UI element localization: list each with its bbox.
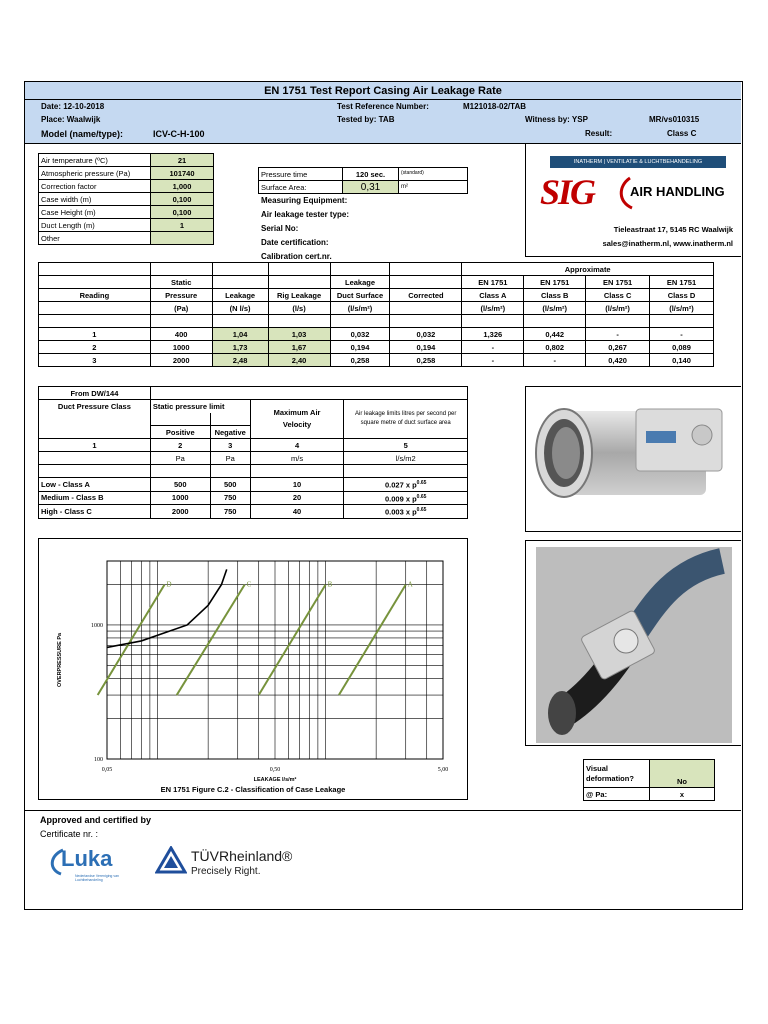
test-ref-label: Test Reference Number: bbox=[337, 102, 429, 111]
results-cell: - bbox=[462, 354, 524, 367]
results-cell: 0,258 bbox=[330, 354, 390, 367]
results-cell: 0,140 bbox=[650, 354, 714, 367]
series-label: D bbox=[166, 580, 172, 589]
equipment-item: Calibration cert.nr. bbox=[261, 252, 332, 261]
results-header-cell: (l/s/m²) bbox=[462, 302, 524, 315]
condition-value: 101740 bbox=[151, 167, 214, 180]
class-exponent: 0.65 bbox=[416, 507, 427, 513]
condition-value: 21 bbox=[151, 154, 214, 167]
chart-title: EN 1751 Figure C.2 - Classification of Case Leakage bbox=[160, 785, 346, 794]
visual-deformation-table bbox=[583, 759, 715, 801]
series-label: A bbox=[407, 580, 413, 589]
dw144-label: From DW/144 bbox=[39, 387, 151, 400]
report-title: EN 1751 Test Report Casing Air Leakage Rate bbox=[264, 85, 502, 97]
results-header-cell: (l/s) bbox=[268, 302, 330, 315]
class-negative: 500 bbox=[210, 478, 250, 492]
results-header-cell: (l/s/m²) bbox=[330, 302, 390, 315]
table-row bbox=[39, 491, 468, 505]
results-header-cell: Pressure bbox=[150, 289, 212, 302]
condition-label: Duct Length (m) bbox=[39, 219, 151, 232]
condition-value: 1 bbox=[151, 219, 214, 232]
table-row bbox=[39, 341, 714, 354]
class-formula: 0.003 x p bbox=[384, 507, 417, 517]
y-axis-label: OVERPRESSURE Pa bbox=[57, 632, 63, 688]
tuv-logo bbox=[155, 846, 315, 886]
series-label: B bbox=[327, 580, 333, 589]
results-cell: 0,089 bbox=[650, 341, 714, 354]
duct-class-header: Duct Pressure Class bbox=[39, 400, 151, 413]
installed-unit-photo bbox=[526, 541, 740, 745]
results-cell: - bbox=[524, 354, 586, 367]
results-cell: - bbox=[650, 328, 714, 341]
results-cell: 2,48 bbox=[212, 354, 268, 367]
results-header-cell: EN 1751 bbox=[650, 276, 714, 289]
table-row bbox=[39, 328, 714, 341]
tuv-triangle-icon bbox=[155, 846, 187, 876]
x-tick-label: 0,50 bbox=[269, 767, 281, 773]
pressure-table bbox=[258, 167, 468, 194]
results-header-cell: (l/s/m²) bbox=[650, 302, 714, 315]
report-frame bbox=[24, 81, 743, 910]
condition-label: Case width (m) bbox=[39, 193, 151, 206]
surface-area-label: Surface Area: bbox=[259, 181, 343, 194]
results-cell: 1,326 bbox=[462, 328, 524, 341]
luka-subtitle: Nederlandse Vereniging van Luchtbehandeling bbox=[75, 874, 119, 882]
approximate-header: Approximate bbox=[462, 263, 714, 276]
col-unit: Pa bbox=[210, 452, 250, 465]
static-limit-header: Static pressure limit bbox=[150, 400, 250, 413]
pressure-time-note: (standard) bbox=[399, 168, 468, 181]
surface-area-value: 0,31 bbox=[343, 181, 399, 194]
class-formula: 0.027 x p bbox=[384, 480, 417, 490]
col-num: 4 bbox=[250, 439, 344, 452]
damper-unit-image bbox=[526, 387, 740, 531]
condition-label: Atmospheric pressure (Pa) bbox=[39, 167, 151, 180]
results-header-cell: (Pa) bbox=[150, 302, 212, 315]
visual-label: Visual deformation? bbox=[584, 760, 650, 788]
equipment-item: Date certification: bbox=[261, 238, 329, 247]
luka-swirl-icon bbox=[47, 848, 67, 876]
col-num: 5 bbox=[344, 439, 468, 452]
series-label: C bbox=[246, 580, 252, 589]
class-exponent: 0.65 bbox=[416, 493, 427, 500]
pa-label: @ Pa: bbox=[584, 788, 650, 801]
col-unit: l/s/m2 bbox=[344, 452, 468, 465]
class-velocity: 10 bbox=[250, 478, 344, 492]
col-num: 3 bbox=[210, 439, 250, 452]
max-air-header: Maximum Air bbox=[273, 408, 321, 417]
visual-value: No bbox=[650, 760, 715, 788]
results-cell: 1 bbox=[39, 328, 151, 341]
sig-logo: SIG bbox=[540, 172, 595, 212]
results-cell: 0,442 bbox=[524, 328, 586, 341]
condition-label: Other bbox=[39, 232, 151, 245]
results-cell: 1,67 bbox=[268, 341, 330, 354]
equipment-item: Air leakage tester type: bbox=[261, 210, 350, 219]
results-cell: 2 bbox=[39, 341, 151, 354]
class-negative: 750 bbox=[210, 491, 250, 505]
table-row bbox=[39, 478, 468, 492]
results-table bbox=[38, 262, 714, 367]
approval-title: Approved and certified by bbox=[40, 815, 152, 825]
leakage-chart-box bbox=[38, 538, 468, 800]
y-tick-label: 1000 bbox=[91, 622, 103, 629]
velocity-header: Velocity bbox=[282, 420, 312, 429]
results-cell: 0,420 bbox=[586, 354, 650, 367]
results-header-cell: Leakage bbox=[212, 289, 268, 302]
class-positive: 2000 bbox=[150, 505, 210, 519]
air-handling-text: AIR HANDLING bbox=[630, 184, 725, 199]
condition-label: Air temperature (ºC) bbox=[39, 154, 151, 167]
results-header-cell bbox=[39, 302, 151, 315]
results-cell: 0,802 bbox=[524, 341, 586, 354]
negative-header: Negative bbox=[210, 426, 250, 439]
report-header bbox=[25, 82, 741, 144]
conditions-table bbox=[38, 153, 214, 245]
results-header-cell: Class B bbox=[524, 289, 586, 302]
surface-area-unit: m² bbox=[399, 181, 468, 194]
model-value: ICV-C-H-100 bbox=[153, 129, 205, 139]
leakage-chart bbox=[39, 539, 467, 799]
witness-by: Witness by: YSP bbox=[525, 115, 588, 124]
results-header-cell: Class A bbox=[462, 289, 524, 302]
x-axis-label: LEAKAGE l/s/m² bbox=[253, 777, 297, 783]
results-header-cell: Reading bbox=[39, 289, 151, 302]
class-name: Medium - Class B bbox=[39, 491, 151, 505]
company-box bbox=[525, 144, 741, 257]
class-negative: 750 bbox=[210, 505, 250, 519]
pa-value: x bbox=[650, 788, 715, 801]
results-cell: 0,194 bbox=[330, 341, 390, 354]
results-cell: 2,40 bbox=[268, 354, 330, 367]
results-cell: 2000 bbox=[150, 354, 212, 367]
result-label: Result: bbox=[585, 129, 613, 138]
col-num: 1 bbox=[39, 439, 151, 452]
results-header-cell: EN 1751 bbox=[586, 276, 650, 289]
col-unit: m/s bbox=[250, 452, 344, 465]
results-header-cell: Duct Surface bbox=[330, 289, 390, 302]
installed-photo-box bbox=[525, 540, 741, 746]
results-cell: 0,194 bbox=[390, 341, 462, 354]
results-header-cell: Class D bbox=[650, 289, 714, 302]
results-header-cell bbox=[268, 276, 330, 289]
results-cell: 3 bbox=[39, 354, 151, 367]
col-num: 2 bbox=[150, 439, 210, 452]
results-cell: 1,03 bbox=[268, 328, 330, 341]
report-place: Place: Waalwijk bbox=[41, 115, 101, 124]
report-date: Date: 12-10-2018 bbox=[41, 102, 105, 111]
results-cell: 1000 bbox=[150, 341, 212, 354]
results-header-cell: Class C bbox=[586, 289, 650, 302]
results-header-cell: EN 1751 bbox=[462, 276, 524, 289]
luka-logo bbox=[47, 844, 137, 894]
test-ref-value: M121018-02/TAB bbox=[463, 102, 526, 111]
class-exponent: 0.65 bbox=[416, 480, 427, 486]
company-banner: INATHERM | VENTILATIE & LUCHTBEHANDELING bbox=[550, 156, 726, 168]
results-header-cell: Corrected bbox=[390, 289, 462, 302]
mr-code: MR/vs010315 bbox=[649, 115, 700, 124]
x-tick-label: 0,05 bbox=[101, 767, 113, 773]
model-label: Model (name/type): bbox=[41, 129, 124, 139]
results-cell: - bbox=[586, 328, 650, 341]
results-header-cell: Static bbox=[150, 276, 212, 289]
condition-label: Correction factor bbox=[39, 180, 151, 193]
results-header-cell: Rig Leakage bbox=[268, 289, 330, 302]
col-unit: Pa bbox=[150, 452, 210, 465]
results-header-cell bbox=[212, 276, 268, 289]
company-address: Tieleastraat 17, 5145 RC Waalwijk bbox=[613, 225, 733, 234]
tuv-subtitle: Precisely Right. bbox=[191, 866, 261, 877]
condition-value: 0,100 bbox=[151, 206, 214, 219]
class-name: Low - Class A bbox=[39, 478, 151, 492]
pressure-time-label: Pressure time bbox=[259, 168, 343, 181]
results-header-cell bbox=[390, 276, 462, 289]
results-header-cell: EN 1751 bbox=[524, 276, 586, 289]
luka-logo-text: Luka bbox=[61, 846, 113, 871]
equipment-item: Serial No: bbox=[261, 224, 299, 233]
results-header-cell bbox=[39, 276, 151, 289]
duct-class-table bbox=[38, 386, 468, 519]
results-cell: 0,032 bbox=[330, 328, 390, 341]
product-photo-box bbox=[525, 386, 741, 532]
limits-header: Air leakage limits litres per second per square metre of duct surface area bbox=[344, 400, 468, 439]
tuv-logo-text: TÜVRheinland® bbox=[191, 848, 293, 864]
condition-label: Case Height (m) bbox=[39, 206, 151, 219]
class-velocity: 20 bbox=[250, 491, 344, 505]
class-velocity: 40 bbox=[250, 505, 344, 519]
results-cell: 0,267 bbox=[586, 341, 650, 354]
certificate-number-label: Certificate nr. : bbox=[40, 829, 99, 839]
company-contact: sales@inatherm.nl, www.inatherm.nl bbox=[602, 239, 733, 248]
results-header-cell bbox=[390, 302, 462, 315]
y-tick-label: 100 bbox=[94, 757, 103, 763]
pressure-time-value: 120 sec. bbox=[343, 168, 399, 181]
positive-header: Positive bbox=[150, 426, 210, 439]
x-tick-label: 5,00 bbox=[437, 767, 449, 773]
results-header-cell: (N l/s) bbox=[212, 302, 268, 315]
equipment-item: Measuring Equipment: bbox=[261, 196, 348, 205]
table-row bbox=[39, 505, 468, 519]
condition-value bbox=[151, 232, 214, 245]
tested-by: Tested by: TAB bbox=[337, 115, 395, 124]
class-positive: 500 bbox=[150, 478, 210, 492]
results-header-cell: (l/s/m²) bbox=[586, 302, 650, 315]
class-name: High - Class C bbox=[39, 505, 151, 519]
condition-value: 0,100 bbox=[151, 193, 214, 206]
table-row bbox=[39, 354, 714, 367]
result-value: Class C bbox=[667, 129, 697, 138]
class-formula: 0.009 x p bbox=[384, 494, 417, 503]
results-cell: 400 bbox=[150, 328, 212, 341]
results-header-cell: Leakage bbox=[330, 276, 390, 289]
results-cell: 0,258 bbox=[390, 354, 462, 367]
condition-value: 1,000 bbox=[151, 180, 214, 193]
results-cell: 1,73 bbox=[212, 341, 268, 354]
results-cell: 1,04 bbox=[212, 328, 268, 341]
results-header-cell: (l/s/m²) bbox=[524, 302, 586, 315]
results-cell: - bbox=[462, 341, 524, 354]
class-positive: 1000 bbox=[150, 491, 210, 505]
results-cell: 0,032 bbox=[390, 328, 462, 341]
